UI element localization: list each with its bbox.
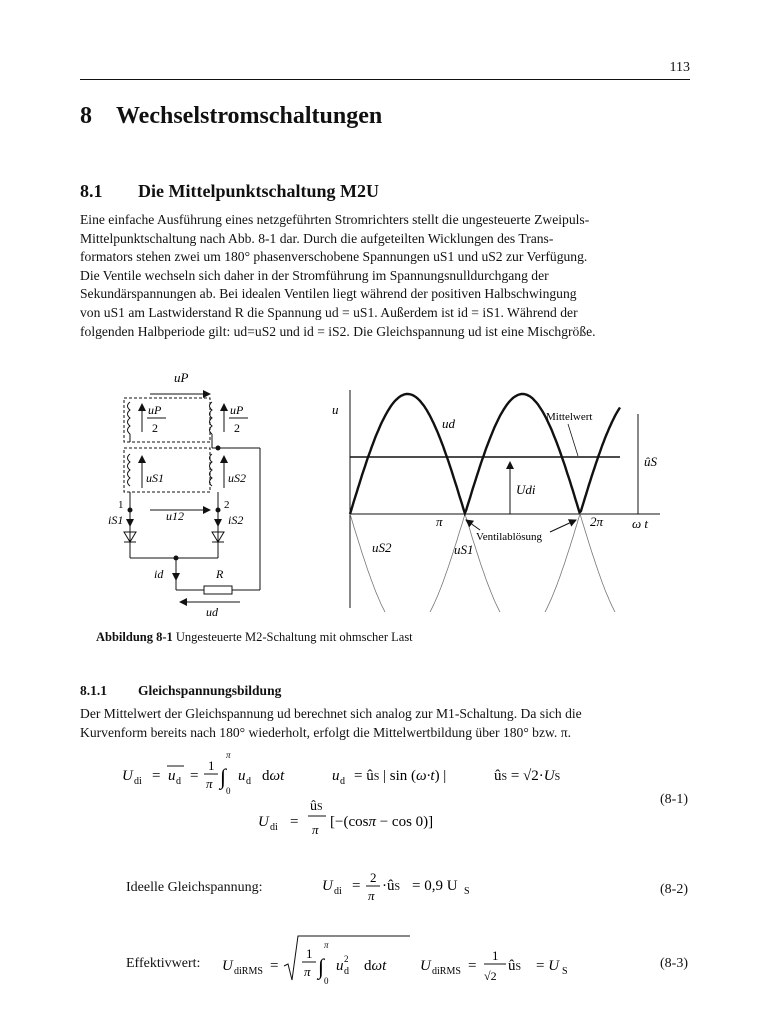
u-axis-label: u	[332, 402, 339, 417]
u12-label: u12	[166, 509, 184, 523]
us2-label: uS2	[228, 471, 246, 485]
svg-text:∫: ∫	[220, 764, 227, 789]
svg-text:U: U	[322, 878, 333, 894]
svg-text:u: u	[336, 958, 344, 974]
subsection-paragraph	[80, 705, 690, 742]
text-line: Sekundärspannungen ab. Bei idealen Ventilen liegt während der positiven Halbschwingung	[80, 286, 577, 302]
waveform-plot	[320, 382, 680, 612]
svg-text:U: U	[420, 958, 431, 974]
svg-text:π: π	[324, 940, 329, 950]
svg-text:di: di	[134, 776, 142, 787]
svg-text:=: =	[152, 768, 161, 784]
text-line: Der Mittelwert der Gleichspannung ud berechnet sich analog zur M1-Schaltung. Da sich die	[80, 706, 582, 721]
sine-curves	[350, 394, 620, 612]
subsection-title: Gleichspannungsbildung	[138, 683, 282, 698]
svg-text:·ûS: ·ûS	[382, 878, 401, 894]
svg-text:S: S	[562, 966, 568, 977]
svg-text:u: u	[168, 768, 176, 784]
svg-text:ûS: ûS	[310, 799, 323, 814]
up-half-numerator-right: uP	[230, 403, 244, 417]
svg-text:π: π	[206, 776, 213, 791]
svg-text:2: 2	[370, 870, 377, 885]
svg-text:d: d	[340, 776, 345, 787]
figure-caption	[96, 630, 413, 645]
us-hat-label: ûS	[644, 454, 657, 469]
us2-curve-label: uS2	[372, 540, 392, 555]
primary-box	[124, 398, 210, 442]
svg-text:diRMS: diRMS	[234, 966, 263, 977]
eq2-label: Ideelle Gleichspannung:	[126, 880, 263, 895]
svg-text:ûS = √2·US: ûS = √2·US	[494, 768, 561, 784]
svg-text:=: =	[352, 878, 361, 894]
svg-text:dωt: dωt	[262, 768, 285, 784]
svg-text:di: di	[270, 822, 278, 833]
svg-text:π: π	[304, 964, 311, 979]
text-line: Mittelpunktschaltung nach Abb. 8-1 dar. Durch die aufgeteilten Wicklungen des Trans-	[80, 230, 554, 246]
equation-8-1	[118, 750, 598, 850]
svg-text:S: S	[464, 886, 470, 897]
r-label: R	[216, 567, 224, 581]
svg-text:u: u	[238, 768, 246, 784]
intro-paragraph	[80, 211, 690, 341]
text-line: formators stehen zwei um 180° phasenverschobene Spannungen uS1 und uS2 zur Verfügung.	[80, 249, 588, 265]
header-rule	[80, 79, 690, 80]
svg-text:ûS: ûS	[508, 958, 522, 974]
svg-text:U: U	[258, 814, 269, 830]
svg-text:dωt: dωt	[364, 958, 387, 974]
svg-text:1: 1	[208, 758, 215, 773]
svg-text:π: π	[368, 888, 375, 903]
svg-text:1: 1	[306, 946, 313, 961]
equation-number-8-1: (8-1)	[660, 792, 688, 807]
text-line: Kurvenform bereits nach 180° wiederholt, erfolgt die Mittelwertbildung über 180° bzw. π.	[80, 724, 571, 740]
eq2-result: = 0,9 U	[412, 878, 458, 894]
equation-number-8-3: (8-3)	[660, 956, 688, 971]
us1-curve-label: uS1	[454, 542, 474, 557]
up-half-numerator: uP	[148, 403, 162, 417]
circuit-diagram	[100, 362, 280, 622]
id-label: id	[154, 567, 164, 581]
node-1-label: 1	[118, 499, 124, 511]
up-label: uP	[174, 370, 189, 385]
svg-text:=: =	[290, 814, 299, 830]
svg-text:d: d	[246, 776, 251, 787]
udi-label: Udi	[516, 482, 536, 497]
svg-text:diRMS: diRMS	[432, 966, 461, 977]
section-number: 8.1	[80, 181, 103, 201]
pi-label: π	[436, 514, 443, 529]
svg-text:u: u	[332, 768, 340, 784]
chapter-title: Wechselstromschaltungen	[116, 103, 383, 129]
eq3-label: Effektivwert:	[126, 956, 201, 971]
svg-text:1: 1	[492, 948, 499, 963]
svg-text:√2: √2	[484, 969, 497, 983]
svg-text:U: U	[122, 768, 133, 784]
is1-label: iS1	[108, 513, 124, 527]
svg-text:2: 2	[344, 954, 349, 964]
text-line: von uS1 am Lastwiderstand R die Spannung ud = uS1. Außerdem ist id = iS1. Während der	[80, 304, 578, 320]
svg-text:0: 0	[226, 786, 231, 796]
equation-number-8-2: (8-2)	[660, 882, 688, 897]
is2-label: iS2	[228, 513, 244, 527]
text-line: folgenden Halbperiode gilt: ud=uS2 und id = iS2. Die Gleichspannung ud ist eine Mischgröße.	[80, 323, 596, 339]
section-heading	[80, 181, 379, 202]
us1-label: uS1	[146, 471, 164, 485]
ventilabloesung-label: Ventilablösung	[476, 531, 542, 543]
svg-text:=: =	[190, 768, 199, 784]
resistor	[204, 586, 232, 594]
chapter-number: 8	[80, 103, 92, 129]
subsection-number: 8.1.1	[80, 683, 107, 698]
chapter-heading	[80, 103, 382, 130]
svg-text:d: d	[344, 966, 349, 977]
two-pi-label: 2π	[590, 514, 604, 529]
svg-text:d: d	[176, 776, 181, 787]
svg-text:U: U	[222, 958, 233, 974]
svg-text:di: di	[334, 886, 342, 897]
up-half-denominator: 2	[152, 421, 158, 435]
page-number: 113	[669, 60, 690, 75]
text-line: Die Ventile wechseln sich daher in der Stromführung im Spannungsnulldurchgang der	[80, 267, 549, 283]
figure-label: Abbildung 8-1	[96, 630, 173, 644]
svg-text:[−(cosπ − cos 0)]: [−(cosπ − cos 0)]	[330, 814, 434, 830]
up-half-denominator-right: 2	[234, 421, 240, 435]
secondary-box	[124, 448, 210, 492]
svg-text:=: =	[270, 958, 279, 974]
ud-label: ud	[206, 605, 218, 619]
mittelwert-label: Mittelwert	[546, 411, 593, 423]
omega-t-label: ω t	[632, 516, 649, 531]
subsection-heading	[80, 683, 281, 699]
svg-text:π: π	[226, 750, 231, 760]
svg-text:∫: ∫	[318, 954, 325, 979]
figure-text: Ungesteuerte M2-Schaltung mit ohmscher Last	[175, 630, 413, 644]
equation-8-2	[320, 868, 520, 908]
equation-8-3	[220, 930, 600, 990]
text-line: Eine einfache Ausführung eines netzgeführten Stromrichters stellt die ungesteuerte Zweipuls-	[80, 212, 590, 227]
svg-text:= U: = U	[536, 958, 560, 974]
svg-text:= ûS | sin (ω·t) |: = ûS | sin (ω·t) |	[354, 768, 447, 784]
svg-text:π: π	[312, 822, 319, 837]
node-2-label: 2	[224, 499, 230, 511]
svg-text:0: 0	[324, 976, 329, 986]
svg-text:=: =	[468, 958, 477, 974]
section-title: Die Mittelpunktschaltung M2U	[138, 181, 380, 201]
ud-curve-label: ud	[442, 416, 455, 431]
